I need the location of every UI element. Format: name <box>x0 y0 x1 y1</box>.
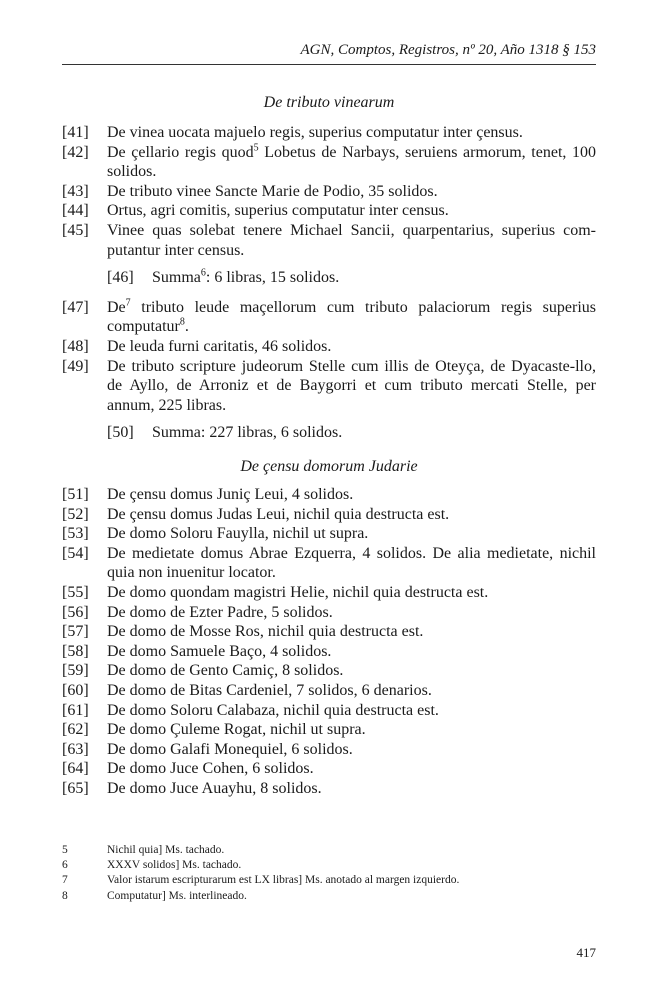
footnote <box>62 889 596 904</box>
list-item <box>62 123 596 143</box>
footnote-number: 7 <box>62 874 68 887</box>
entry-number: [41] <box>62 124 89 141</box>
entry-number: [54] <box>62 544 89 562</box>
entry-text: De domo Juce Cohen, 6 solidos. <box>107 760 314 778</box>
list-item <box>62 143 596 182</box>
entry-text: De domo Samuele Baço, 4 solidos. <box>107 642 332 660</box>
entry-number: [60] <box>62 681 89 699</box>
footnote <box>62 843 596 858</box>
entry-text: De çensu domus Juniç Leui, 4 solidos. <box>107 486 354 503</box>
footnote-ref: 7 <box>125 297 131 309</box>
footnote-text: Computatur] Ms. interlineado. <box>107 889 247 902</box>
list-item <box>62 779 596 799</box>
list-item <box>62 720 596 740</box>
entry-text: De domo Juce Auayhu, 8 solidos. <box>107 779 322 797</box>
entry-number: [53] <box>62 525 89 543</box>
entry-number: [44] <box>62 202 89 220</box>
list-item <box>62 681 596 701</box>
entry-number: [59] <box>62 662 89 680</box>
section-title-judarie: De çensu domorum Judarie <box>240 458 418 475</box>
entry-number: [57] <box>62 623 89 641</box>
entry-number: [61] <box>62 701 89 719</box>
entry-text: De domo Galafi Monequiel, 6 solidos. <box>107 740 353 758</box>
list-item <box>62 642 596 662</box>
entry-text: De domo de Bitas Cardeniel, 7 solidos, 6 denarios. <box>107 681 432 699</box>
entry-number: [58] <box>62 642 89 660</box>
entry-number: [43] <box>62 182 89 200</box>
footnotes <box>62 843 596 904</box>
entry-text: De tributo scripture judeorum Stelle cum illis de Oteyça, de Dyacaste-llo, de Ayllo, de Arroniz et de Baygorri et cum tributo mercati Stelle, per annum, 225 libras. <box>107 357 596 414</box>
entry-number: [49] <box>62 357 89 375</box>
footnote <box>62 873 596 888</box>
list-item <box>62 524 596 544</box>
entry-text: De çensu domus Judas Leui, nichil quia destructa est. <box>107 505 450 523</box>
entry-text: De tributo vinee Sancte Marie de Podio, 35 solidos. <box>107 182 438 200</box>
entry-text: De domo de Mosse Ros, nichil quia destructa est. <box>107 623 424 641</box>
entry-number: [56] <box>62 603 89 621</box>
list-item <box>62 701 596 721</box>
footnote-ref: 5 <box>253 142 259 154</box>
footnote-number: 5 <box>62 844 68 856</box>
section-title-vinearum: De tributo vinearum <box>263 94 395 111</box>
list-item <box>62 298 596 337</box>
list-item <box>62 337 596 357</box>
entry-number: [52] <box>62 505 89 523</box>
list-item <box>62 622 596 642</box>
list-item <box>62 182 596 202</box>
header-rule <box>62 64 596 65</box>
footnote-text: Valor istarum escripturarum est LX libras] Ms. anotado al margen izquierdo. <box>107 874 460 887</box>
entry-text: De çellario regis quod$^5$ Lobetus de Narbays, seruiens armorum, tenet, 100 solidos. <box>107 142 596 181</box>
list-item <box>62 201 596 221</box>
list-item <box>62 485 596 505</box>
entry-text: De domo Soloru Fauylla, nichil ut supra. <box>107 525 369 543</box>
entry-number: [42] <box>62 143 89 161</box>
entry-number: [47] <box>62 298 89 316</box>
entry-number: [63] <box>62 740 89 758</box>
list-item <box>62 759 596 779</box>
entry-text: Vinee quas solebat tenere Michael Sancii, quarpentarius, superius com-putantur inter census. <box>107 221 596 259</box>
footnote-ref: 8 <box>179 317 185 329</box>
section-judarie-entries <box>62 485 596 799</box>
entry-text: De domo Soloru Calabaza, nichil quia destructa est. <box>107 701 439 719</box>
list-item <box>62 603 596 623</box>
footnote-text: Nichil quia] Ms. tachado. <box>107 844 225 856</box>
list-item <box>62 544 596 583</box>
entry-text: De domo de Gento Camiç, 8 solidos. <box>107 662 344 680</box>
entry-text: Ortus, agri comitis, superius computatur inter census. <box>107 202 449 220</box>
footnote-text: XXXV solidos] Ms. tachado. <box>107 859 242 872</box>
footnote-number: 8 <box>62 889 68 902</box>
footnote-ref: 6 <box>200 267 206 279</box>
entry-number: [50] <box>107 424 134 442</box>
section-vinearum-entries <box>62 123 596 453</box>
entry-number: [62] <box>62 721 89 739</box>
entry-number: [65] <box>62 779 89 797</box>
entry-text: De domo Çuleme Rogat, nichil ut supra. <box>107 721 366 739</box>
footnote <box>62 858 596 873</box>
entry-number: [48] <box>62 337 89 355</box>
summa-line <box>62 268 596 288</box>
entry-number: [51] <box>62 486 89 503</box>
summa-text: Summa: 227 libras, 6 solidos. <box>152 424 343 442</box>
entry-text: De domo quondam magistri Helie, nichil quia destructa est. <box>107 583 489 601</box>
list-item <box>62 357 596 416</box>
entry-text: De vinea uocata majuelo regis, superius computatur inter çensus. <box>107 124 523 141</box>
entry-text: De medietate domus Abrae Ezquerra, 4 solidos. De alia medietate, nichil quia non inuenitur locator. <box>107 544 596 582</box>
entry-number: [64] <box>62 760 89 778</box>
list-item <box>62 221 596 260</box>
list-item <box>62 661 596 681</box>
list-item <box>62 740 596 760</box>
list-item <box>62 583 596 603</box>
summa-line <box>62 423 596 443</box>
entry-number: [55] <box>62 583 89 601</box>
entry-text: De$^7$ tributo leude maçellorum cum tributo palaciorum regis superius computatur$^8$. <box>107 297 596 336</box>
summa-text: Summa$^6$: 6 libras, 15 solidos. <box>152 267 340 287</box>
entry-number: [45] <box>62 221 89 239</box>
entry-text: De leuda furni caritatis, 46 solidos. <box>107 337 332 355</box>
list-item <box>62 505 596 525</box>
footnote-number: 6 <box>62 859 68 872</box>
entry-number: [46] <box>107 269 134 287</box>
page-number: 417 <box>576 945 596 960</box>
entry-text: De domo de Ezter Padre, 5 solidos. <box>107 603 333 621</box>
running-head: AGN, Comptos, Registros, nº 20, Año 1318 § 153 <box>300 42 596 58</box>
